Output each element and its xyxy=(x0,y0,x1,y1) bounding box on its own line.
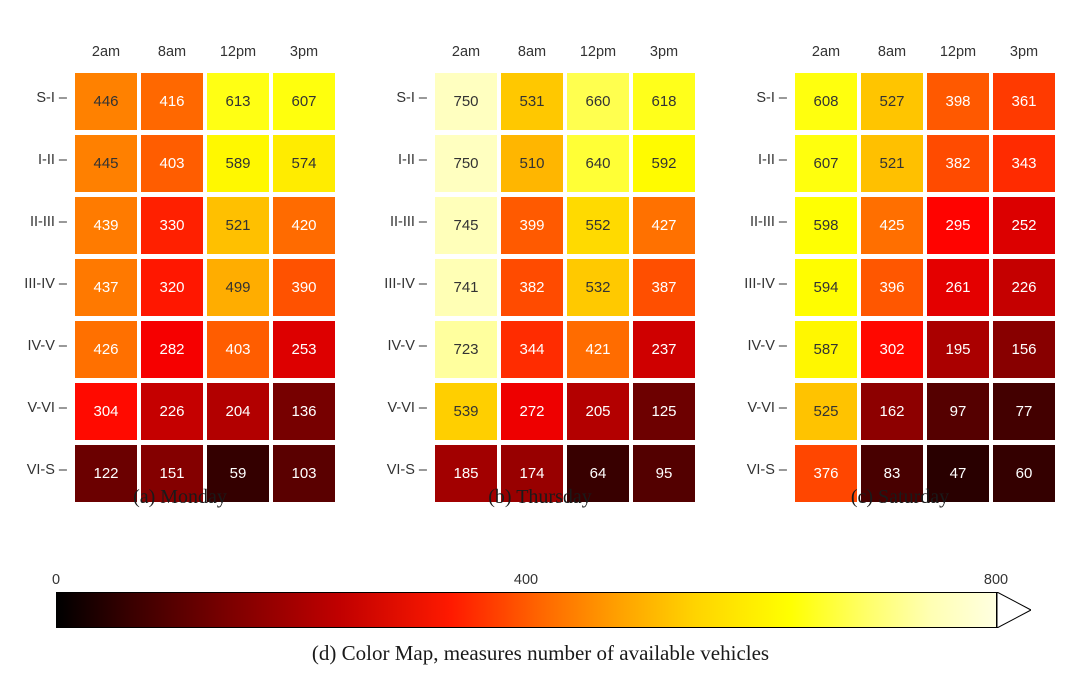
heatmap-cell: 237 xyxy=(633,321,695,378)
axis-tick-icon: – xyxy=(58,338,67,354)
colorbar-arrow-icon xyxy=(997,592,1031,628)
row-label-text: III-IV xyxy=(24,276,55,292)
heatmap-row xyxy=(756,72,1059,134)
heatmap-row xyxy=(384,258,699,320)
row-label-text: V-VI xyxy=(747,400,775,416)
heatmap-row xyxy=(24,258,339,320)
heatmap-cell: 499 xyxy=(207,259,269,316)
row-label xyxy=(717,338,787,354)
heatmap-cell: 47 xyxy=(927,445,989,502)
heatmap-cell: 185 xyxy=(435,445,497,502)
heatmap-cell: 750 xyxy=(435,135,497,192)
heatmap-cell: 77 xyxy=(993,383,1055,440)
heatmap-cell: 613 xyxy=(207,73,269,130)
colorbar-bar-row xyxy=(56,592,1031,628)
heatmap-cell: 640 xyxy=(567,135,629,192)
heatmap-cell: 95 xyxy=(633,445,695,502)
heatmap-cell: 304 xyxy=(75,383,137,440)
row-label xyxy=(717,90,787,106)
heatmap-cell: 660 xyxy=(567,73,629,130)
heatmap-cell: 396 xyxy=(861,259,923,316)
axis-tick-icon: – xyxy=(418,462,427,478)
heatmap-cell: 741 xyxy=(435,259,497,316)
column-header: 3pm xyxy=(289,44,319,60)
heatmap-cell: 607 xyxy=(273,73,335,130)
heatmap-cell: 376 xyxy=(795,445,857,502)
column-header-row xyxy=(795,44,1059,72)
heatmap-cell: 390 xyxy=(273,259,335,316)
heatmap-row xyxy=(29,196,339,258)
axis-tick-icon: – xyxy=(778,462,787,478)
heatmap-row xyxy=(747,382,1059,444)
heatmap-cell: 226 xyxy=(141,383,203,440)
heatmap-cell: 723 xyxy=(435,321,497,378)
heatmap-row xyxy=(758,134,1059,196)
colorbar-gradient xyxy=(56,592,997,628)
axis-tick-icon: – xyxy=(778,90,787,106)
column-header: 2am xyxy=(811,44,841,60)
heatmap-cell: 439 xyxy=(75,197,137,254)
heatmap-panel xyxy=(720,0,1080,520)
heatmap-row xyxy=(38,134,339,196)
heatmap-cell: 97 xyxy=(927,383,989,440)
row-label xyxy=(0,276,67,292)
heatmap-cell: 552 xyxy=(567,197,629,254)
heatmap-cell: 162 xyxy=(861,383,923,440)
heatmap-cell: 261 xyxy=(927,259,989,316)
heatmap-cell: 343 xyxy=(993,135,1055,192)
axis-tick-icon: – xyxy=(418,276,427,292)
heatmap-cell: 83 xyxy=(861,445,923,502)
row-label-text: IV-V xyxy=(27,338,55,354)
heatmap-cell: 521 xyxy=(207,197,269,254)
heatmap-cell: 427 xyxy=(633,197,695,254)
heatmap-row xyxy=(27,382,339,444)
colorbar-tick-label: 400 xyxy=(513,572,539,588)
row-label-text: II-III xyxy=(29,214,55,230)
heatmap-cell: 361 xyxy=(993,73,1055,130)
axis-tick-icon: – xyxy=(58,276,67,292)
heatmap-cell: 399 xyxy=(501,197,563,254)
axis-tick-icon: – xyxy=(778,276,787,292)
axis-tick-icon: – xyxy=(58,400,67,416)
column-header: 12pm xyxy=(579,44,617,60)
row-label xyxy=(357,462,427,478)
column-header-row xyxy=(435,44,699,72)
row-label xyxy=(0,214,67,230)
heatmap-cell: 59 xyxy=(207,445,269,502)
axis-tick-icon: – xyxy=(778,338,787,354)
heatmap-grid xyxy=(24,44,339,506)
heatmap-cell: 445 xyxy=(75,135,137,192)
heatmap-cell: 252 xyxy=(993,197,1055,254)
row-label-text: I-II xyxy=(38,152,55,168)
row-label-text: V-VI xyxy=(387,400,415,416)
panel-caption: (a) Monday xyxy=(133,486,227,508)
row-label xyxy=(357,152,427,168)
heatmap-cell: 750 xyxy=(435,73,497,130)
axis-tick-icon: – xyxy=(778,400,787,416)
axis-tick-icon: – xyxy=(418,214,427,230)
colorbar xyxy=(51,572,1031,628)
heatmap-cell: 344 xyxy=(501,321,563,378)
heatmap-cell: 226 xyxy=(993,259,1055,316)
column-header: 8am xyxy=(877,44,907,60)
row-label xyxy=(357,276,427,292)
heatmap-row xyxy=(387,320,699,382)
heatmap-cell: 521 xyxy=(861,135,923,192)
heatmap-cell: 295 xyxy=(927,197,989,254)
row-label-text: S-I xyxy=(756,90,775,106)
row-label xyxy=(717,400,787,416)
row-label xyxy=(0,462,67,478)
heatmap-cell: 195 xyxy=(927,321,989,378)
heatmap-cell: 574 xyxy=(273,135,335,192)
axis-tick-icon: – xyxy=(778,152,787,168)
colorbar-tick-label: 0 xyxy=(51,572,61,588)
heatmap-cell: 64 xyxy=(567,445,629,502)
heatmap-grid xyxy=(744,44,1059,506)
heatmap-cell: 125 xyxy=(633,383,695,440)
heatmap-cell: 592 xyxy=(633,135,695,192)
heatmap-cell: 426 xyxy=(75,321,137,378)
axis-tick-icon: – xyxy=(418,152,427,168)
heatmap-row xyxy=(744,258,1059,320)
heatmap-cell: 510 xyxy=(501,135,563,192)
heatmap-cell: 598 xyxy=(795,197,857,254)
row-label xyxy=(717,462,787,478)
heatmap-cell: 589 xyxy=(207,135,269,192)
heatmap-cell: 594 xyxy=(795,259,857,316)
heatmap-cell: 302 xyxy=(861,321,923,378)
column-header: 3pm xyxy=(1009,44,1039,60)
column-header: 12pm xyxy=(939,44,977,60)
axis-tick-icon: – xyxy=(778,214,787,230)
heatmap-cell: 403 xyxy=(141,135,203,192)
row-label xyxy=(357,90,427,106)
row-label-text: S-I xyxy=(396,90,415,106)
heatmap-panel xyxy=(360,0,720,520)
heatmap-row xyxy=(396,72,699,134)
column-header: 3pm xyxy=(649,44,679,60)
heatmap-cell: 403 xyxy=(207,321,269,378)
panel-caption: (c) Saturday xyxy=(850,486,950,508)
heatmap-cell: 608 xyxy=(795,73,857,130)
heatmap-cell: 398 xyxy=(927,73,989,130)
heatmap-cell: 527 xyxy=(861,73,923,130)
axis-tick-icon: – xyxy=(58,214,67,230)
heatmap-row xyxy=(27,320,339,382)
heatmap-cell: 745 xyxy=(435,197,497,254)
heatmap-cell: 525 xyxy=(795,383,857,440)
axis-tick-icon: – xyxy=(58,90,67,106)
column-header-row xyxy=(75,44,339,72)
heatmap-cell: 607 xyxy=(795,135,857,192)
heatmap-cell: 272 xyxy=(501,383,563,440)
row-label-text: III-IV xyxy=(744,276,775,292)
row-label-text: IV-V xyxy=(387,338,415,354)
row-label-text: I-II xyxy=(758,152,775,168)
heatmap-cell: 425 xyxy=(861,197,923,254)
heatmap-cell: 587 xyxy=(795,321,857,378)
colorbar-caption: (d) Color Map, measures number of available vehicles xyxy=(311,641,770,665)
row-label xyxy=(0,338,67,354)
row-label-text: S-I xyxy=(36,90,55,106)
row-label-text: VI-S xyxy=(386,462,415,478)
heatmap-cell: 382 xyxy=(501,259,563,316)
heatmap-cell: 60 xyxy=(993,445,1055,502)
row-label-text: III-IV xyxy=(384,276,415,292)
heatmap-row xyxy=(387,382,699,444)
row-label-text: VI-S xyxy=(746,462,775,478)
heatmap-cell: 282 xyxy=(141,321,203,378)
heatmap-cell: 122 xyxy=(75,445,137,502)
heatmap-cell: 420 xyxy=(273,197,335,254)
row-label-text: IV-V xyxy=(747,338,775,354)
heatmap-cell: 156 xyxy=(993,321,1055,378)
heatmap-row xyxy=(36,72,339,134)
heatmap-cell: 103 xyxy=(273,445,335,502)
heatmap-cell: 446 xyxy=(75,73,137,130)
column-header: 8am xyxy=(157,44,187,60)
heatmap-panel xyxy=(0,0,360,520)
heatmap-cell: 382 xyxy=(927,135,989,192)
row-label xyxy=(357,400,427,416)
column-header: 2am xyxy=(451,44,481,60)
axis-tick-icon: – xyxy=(58,462,67,478)
heatmap-cell: 330 xyxy=(141,197,203,254)
heatmap-cell: 387 xyxy=(633,259,695,316)
row-label xyxy=(717,214,787,230)
heatmap-cell: 421 xyxy=(567,321,629,378)
panel-caption: (b) Thursday xyxy=(488,486,592,508)
heatmap-cell: 532 xyxy=(567,259,629,316)
heatmap-row xyxy=(749,196,1059,258)
heatmap-cell: 539 xyxy=(435,383,497,440)
row-label xyxy=(357,214,427,230)
heatmap-row xyxy=(747,320,1059,382)
heatmap-cell: 416 xyxy=(141,73,203,130)
row-label xyxy=(717,152,787,168)
heatmap-cell: 618 xyxy=(633,73,695,130)
column-header: 12pm xyxy=(219,44,257,60)
row-label xyxy=(357,338,427,354)
heatmap-grid xyxy=(384,44,699,506)
row-label-text: II-III xyxy=(389,214,415,230)
colorbar-tick-label: 800 xyxy=(983,572,1009,588)
colorbar-ticks xyxy=(51,572,1031,592)
heatmap-row xyxy=(389,196,699,258)
heatmap-cell: 204 xyxy=(207,383,269,440)
row-label xyxy=(0,400,67,416)
axis-tick-icon: – xyxy=(418,338,427,354)
heatmap-cell: 531 xyxy=(501,73,563,130)
row-label-text: V-VI xyxy=(27,400,55,416)
heatmap-cell: 253 xyxy=(273,321,335,378)
heatmap-row xyxy=(398,134,699,196)
heatmap-cell: 136 xyxy=(273,383,335,440)
row-label-text: I-II xyxy=(398,152,415,168)
row-label-text: II-III xyxy=(749,214,775,230)
row-label-text: VI-S xyxy=(26,462,55,478)
column-header: 2am xyxy=(91,44,121,60)
axis-tick-icon: – xyxy=(418,400,427,416)
heatmap-cell: 437 xyxy=(75,259,137,316)
heatmap-cell: 205 xyxy=(567,383,629,440)
heatmap-cell: 151 xyxy=(141,445,203,502)
row-label xyxy=(717,276,787,292)
column-header: 8am xyxy=(517,44,547,60)
axis-tick-icon: – xyxy=(58,152,67,168)
row-label xyxy=(0,90,67,106)
heatmap-cell: 320 xyxy=(141,259,203,316)
axis-tick-icon: – xyxy=(418,90,427,106)
heatmap-cell: 174 xyxy=(501,445,563,502)
row-label xyxy=(0,152,67,168)
